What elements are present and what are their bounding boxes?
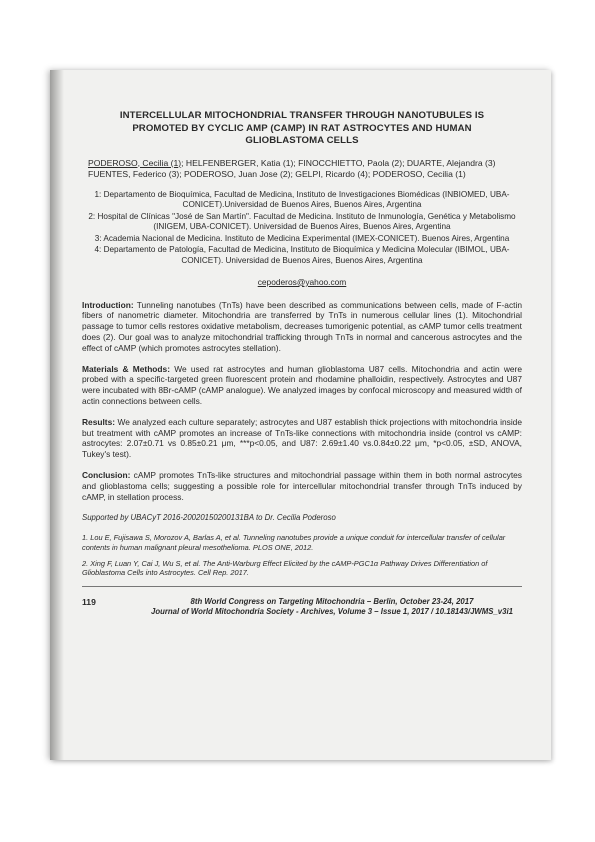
references	[82, 533, 522, 577]
scanned-page	[50, 70, 551, 760]
affiliation-item: 4: Departamento de Patología, Facultad de Medicina, Instituto de Bioquímica y Medicina Molecular (IBIMOL, UBA-CONICET). Universidad de Buenos Aires, Buenos Aires, Argentina	[94, 245, 510, 266]
abstract-title: INTERCELLULAR MITOCHONDRIAL TRANSFER THROUGH NANOTUBULES IS PROMOTED BY CYCLIC AMP (CAMP) IN RAT ASTROCYTES AND HUMAN GLIOBLASTOMA CELLS	[119, 110, 485, 146]
reference-item: 2. Xing F, Luan Y, Cai J, Wu S, et al. The Anti-Warburg Effect Elicited by the cAMP-PGC1α Pathway Drives Differentiation of Glioblastoma Cells into Astrocytes. Cell Rep. 2017.	[82, 558, 488, 578]
page-footer	[82, 593, 522, 633]
affiliations	[82, 190, 522, 267]
section-body: cAMP promotes TnTs-like structures and mitochondrial passage within them in both normal astrocytes and glioblastoma cells; suggesting a possible role for intercellular mitochondrial transfer through TnTs induced by cAMP, in stellation process.	[82, 470, 522, 502]
section-results	[82, 417, 522, 460]
affiliation-item: 3: Academia Nacional de Medicina. Instituto de Medicina Experimental (IMEX-CONICET). Buenos Aires, Argentina	[94, 233, 510, 243]
affiliation-item: 2: Hospital de Clínicas "José de San Martín". Facultad de Medicina. Instituto de Inmunología, Genética y Metabolismo (INIGEM, UBA-CONICET). Universidad de Buenos Aires, Buenos Aires, Argentina	[88, 211, 516, 232]
other-authors: ; HELFENBERGER, Katia (1); FINOCCHIETTO, Paola (2); DUARTE, Alejandra (3) FUENTES, Federico (3); PODEROSO, Juan Jose (2); GELPI, Ricardo (4); PODEROSO, Cecilia (1)	[88, 157, 496, 179]
first-author: PODEROSO, Cecilia (1)	[88, 157, 182, 168]
reference-item: 1. Lou E, Fujisawa S, Morozov A, Barlas A, et al. Tunneling nanotubes provide a unique conduit for intercellular transfer of cellular contents in human malignant pleural mesothelioma. PLOS ONE, 2012.	[82, 533, 506, 552]
funding-note: Supported by UBACyT 2016-20020150200131BA to Dr. Cecilia Poderoso	[82, 513, 336, 523]
section-introduction	[82, 300, 522, 354]
footer-divider	[82, 586, 522, 587]
section-body: We used rat astrocytes and human glioblastoma U87 cells. Mitochondria and actin were probed with a specific-targeted green fluorescent protein and rhodamine phalloidin, respectively. Astrocytes and U87 were incubated with 8Br-cAMP (cAMP analogue). We analyzed images by confocal microscopy and measured width of actin connections between cells.	[82, 363, 522, 407]
conference-line: 8th World Congress on Targeting Mitochondria – Berlin, October 23-24, 2017	[190, 596, 474, 606]
author-list	[88, 158, 522, 180]
page-number: 119	[82, 596, 96, 607]
affiliation-item: 1: Departamento de Bioquímica, Facultad de Medicina, Instituto de Investigaciones Biomédicas (INBIOMED, UBA-CONICET).Universidad de Buenos Aires, Buenos Aires, Argentina	[94, 189, 510, 210]
contact-email[interactable]: cepoderos@yahoo.com	[257, 276, 347, 287]
section-methods	[82, 364, 522, 407]
section-heading: Introduction:	[82, 299, 134, 310]
section-heading: Materials & Methods:	[82, 363, 170, 374]
section-body: Tunneling nanotubes (TnTs) have been described as communications between cells, made of F-actin fibers of nanometric diameter. Mitochondria are transferred by TnTs in numerous cellular lines (1). Mitochondrial passage to tumor cells restores oxidative metabolism, decreases tumorigenic potential, as cAMP tumor cells treatment does (2). Our goal was to analyze mitochondrial trafficking through TnTs in normal and cancerous astrocytes and the effect of cAMP (which promotes astrocytes stellation).	[82, 299, 522, 353]
journal-line: Journal of World Mitochondria Society - Archives, Volume 3 – Issue 1, 2017 / 10.18143/JWMS_v3i1	[151, 606, 513, 616]
section-conclusion	[82, 470, 522, 502]
abstract-content	[82, 110, 522, 633]
section-heading: Results:	[82, 416, 116, 427]
section-body: We analyzed each culture separately; astrocytes and U87 establish thick projections with mitochondria inside but treatment with cAMP promotes an increase of TnTs-like connections with mitochondria inside (control vs cAMP: astrocytes: 2.07±0.71 vs 0.85±0.21 μm, ***p<0.05, and U87: 2.69±1.40 vs.0.84±0.22 μm, *p<0.05, ±SD, ANOVA, Tukey's test).	[82, 416, 522, 460]
section-heading: Conclusion:	[82, 470, 131, 481]
journal-info	[142, 597, 522, 617]
